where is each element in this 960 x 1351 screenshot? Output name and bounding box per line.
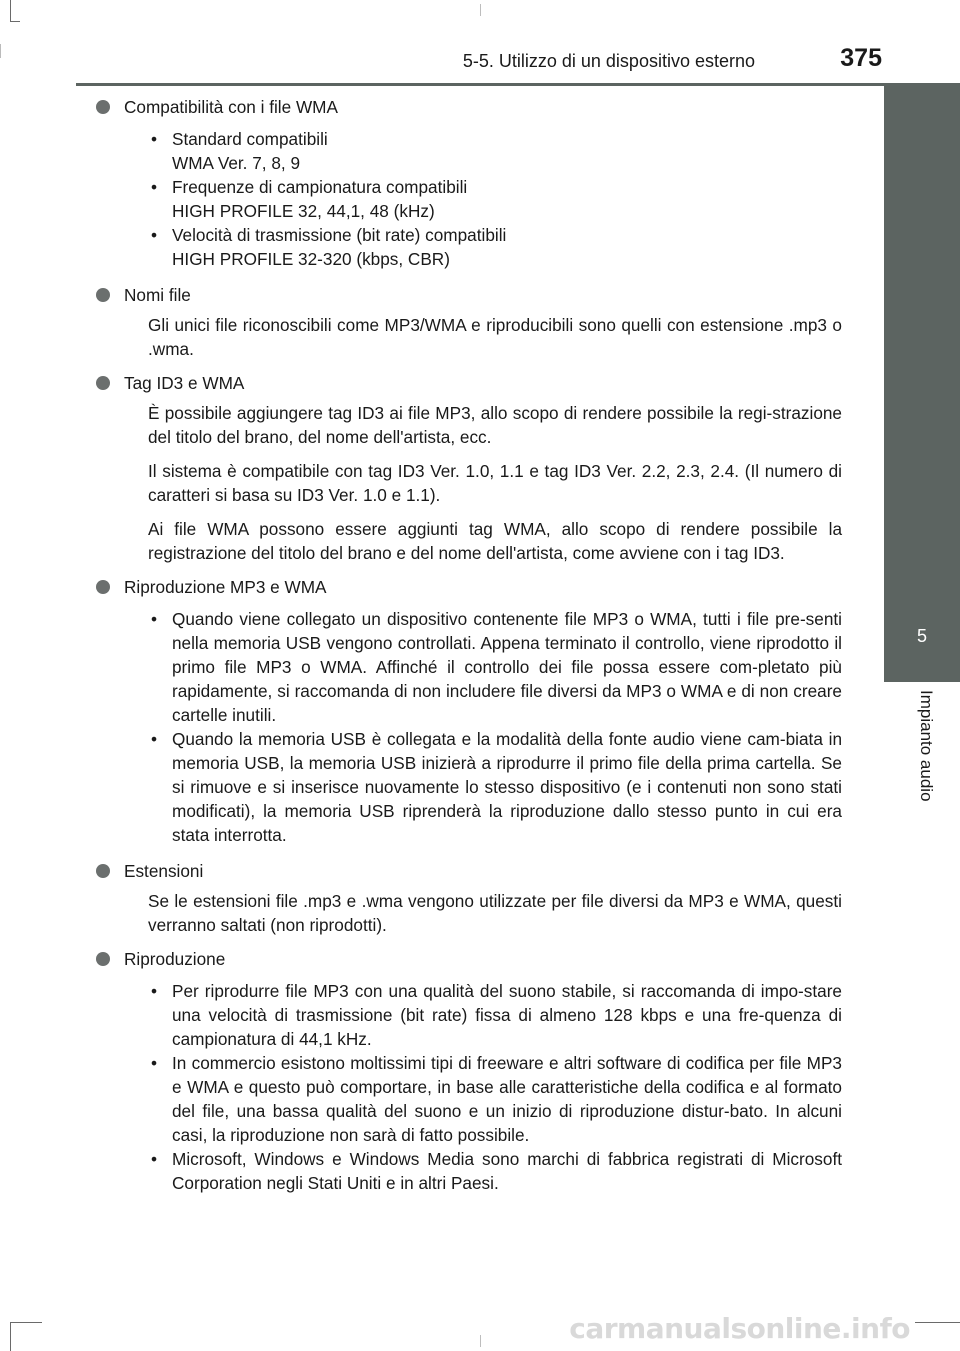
list-item: • Quando viene collegato un dispositivo contenente file MP3 o WMA, tutti i file pre-senti nella memoria USB vengono controllati. Appena terminato il controllo, viene riprodotto il primo file MP3 o WMA. Affinché il controllo dei file possa essere com-pletato più rapidamente, si raccomanda di non includere file diversi da MP3 o WMA e di non creare cartelle inutili. bbox=[151, 609, 842, 725]
page-content bbox=[124, 95, 842, 1199]
section-heading: Estensioni bbox=[95, 859, 842, 883]
list-item: • Quando la memoria USB è collegata e la modalità della fonte audio viene cam-biata in memoria USB, la memoria USB inizierà a riprodurre il primo file della prima cartella. Se si rimuove e si inserisce nuovamente lo stesso dispositivo (e i contenuti non sono stati modificati), la memoria USB riprenderà la riproduzione dallo stesso punto in cui era stata interrotta. bbox=[151, 729, 842, 845]
bullet-list bbox=[148, 979, 842, 1195]
bullet-list bbox=[148, 607, 842, 847]
section-heading: Compatibilità con i file WMA bbox=[95, 95, 842, 119]
section-wma-compat bbox=[124, 95, 842, 271]
bullet-dot-icon bbox=[96, 100, 110, 114]
header-rule bbox=[76, 83, 960, 86]
paragraph: Gli unici file riconoscibili come MP3/WMA e riproducibili sono quelli con estensione .mp3 o .wma. bbox=[148, 315, 842, 359]
list-item: • Standard compatibili WMA Ver. 7, 8, 9 bbox=[151, 129, 328, 173]
paragraph: È possibile aggiungere tag ID3 ai file MP3, allo scopo di rendere possibile la regi-strazione del titolo del brano, del nome dell'artista, ecc. bbox=[148, 403, 842, 447]
center-mark-bottom bbox=[480, 1335, 481, 1347]
bullet-list bbox=[148, 127, 842, 271]
section-mp3-wma-playback bbox=[124, 575, 842, 847]
bullet-dot-icon bbox=[96, 288, 110, 302]
chapter-label: Impianto audio bbox=[917, 690, 936, 802]
list-item: • In commercio esistono moltissimi tipi di freeware e altri software di codifica per file MP3 e WMA e questo può comportare, in base alle caratteristiche della codifica e al formato del file, una bassa qualità del suono e un inizio di riproduzione distur-bato. In alcuni casi, la riproduzione non sarà di fatto possibile. bbox=[151, 1053, 842, 1145]
section-heading: Riproduzione bbox=[95, 947, 842, 971]
list-item: • Velocità di trasmissione (bit rate) compatibili HIGH PROFILE 32-320 (kbps, CBR) bbox=[151, 225, 507, 269]
list-item: • Frequenze di campionatura compatibili HIGH PROFILE 32, 44,1, 48 (kHz) bbox=[151, 177, 468, 221]
paragraph: Ai file WMA possono essere aggiunti tag WMA, allo scopo di rendere possibile la registrazione del titolo del brano e del nome dell'artista, come avviene con i tag ID3. bbox=[148, 519, 842, 563]
list-item: • Per riprodurre file MP3 con una qualità del suono stabile, si raccomanda di impo-stare una velocità di trasmissione (bit rate) fissa di almeno 128 kbps e una fre-quenza di campionatura di 44,1 kHz. bbox=[151, 981, 842, 1049]
bullet-dot-icon bbox=[96, 952, 110, 966]
crop-mark-bottom-left-h bbox=[10, 1322, 42, 1323]
paragraph: Se le estensioni file .mp3 e .wma vengono utilizzate per file diversi da MP3 e WMA, questi verranno saltati (non riprodotti). bbox=[148, 891, 842, 935]
paragraph: Il sistema è compatibile con tag ID3 Ver. 1.0, 1.1 e tag ID3 Ver. 2.2, 2.3, 2.4. (Il numero di caratteri si basa su ID3 Ver. 1.0 e 1.1). bbox=[148, 461, 842, 505]
section-heading: Tag ID3 e WMA bbox=[95, 371, 842, 395]
section-title: 5-5. Utilizzo di un dispositivo esterno bbox=[462, 51, 755, 71]
section-heading: Nomi file bbox=[95, 283, 842, 307]
watermark: carmanualsonline.info bbox=[569, 1312, 910, 1345]
crop-mark-bottom-left-v bbox=[10, 1322, 11, 1351]
bullet-dot-icon bbox=[96, 580, 110, 594]
section-heading: Riproduzione MP3 e WMA bbox=[95, 575, 842, 599]
section-extensions bbox=[124, 859, 842, 937]
page-header bbox=[0, 0, 960, 90]
section-id3-tags bbox=[124, 371, 842, 565]
crop-mark-bottom-right-h bbox=[915, 1322, 960, 1323]
page-number: 375 bbox=[840, 44, 882, 72]
bullet-dot-icon bbox=[96, 376, 110, 390]
side-tab-bar bbox=[884, 86, 960, 587]
section-file-names bbox=[124, 283, 842, 361]
section-playback bbox=[124, 947, 842, 1195]
chapter-number: 5 bbox=[884, 587, 960, 682]
bullet-dot-icon bbox=[96, 864, 110, 878]
list-item: • Microsoft, Windows e Windows Media sono marchi di fabbrica registrati di Microsoft Corporation negli Stati Uniti e in altri Paesi. bbox=[151, 1149, 842, 1193]
